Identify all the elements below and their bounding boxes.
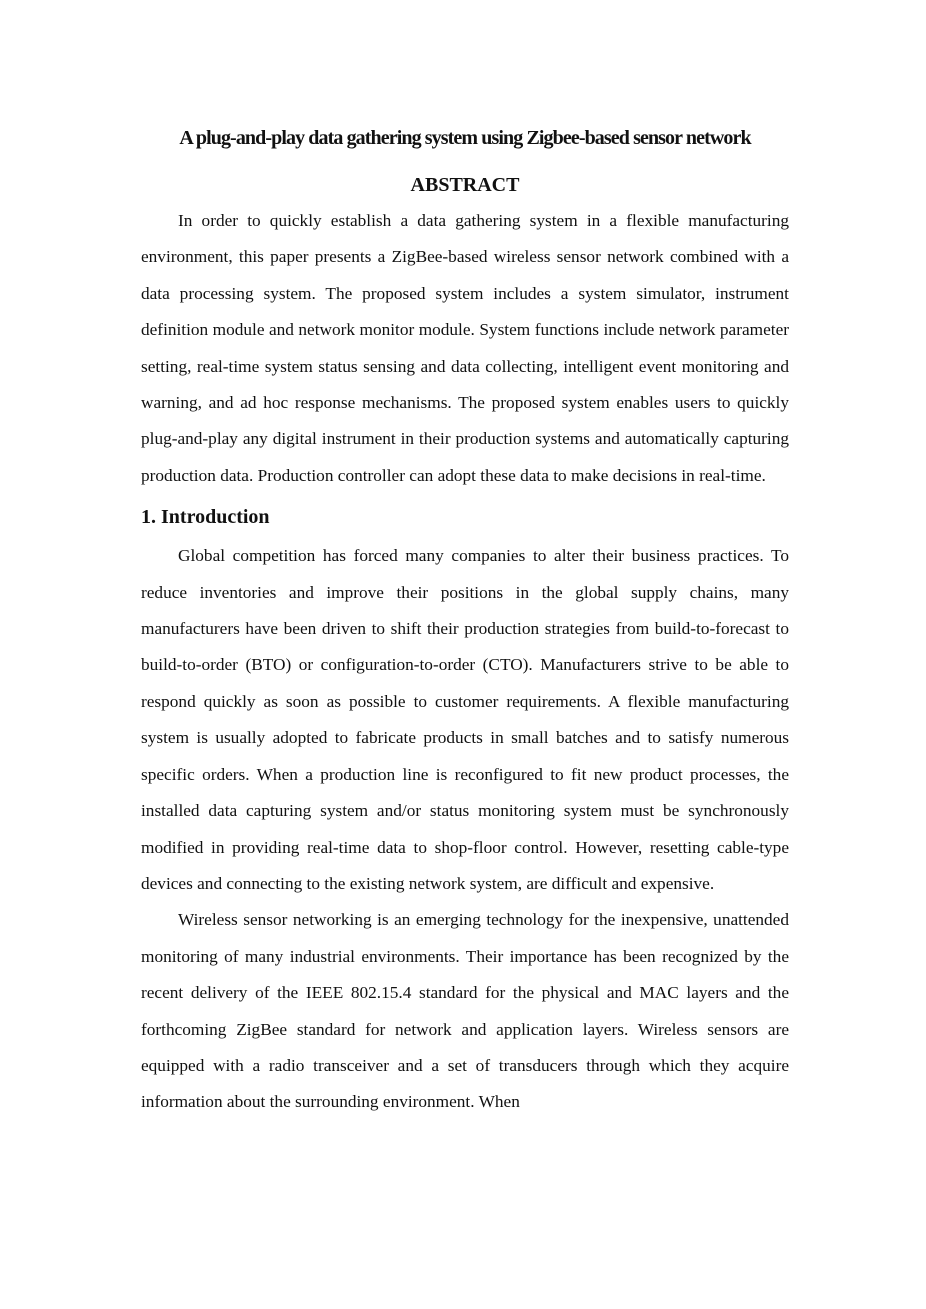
section-heading-introduction: 1. Introduction: [141, 506, 270, 529]
introduction-paragraph-2: Wireless sensor networking is an emerging technology for the inexpensive, unattended monitoring of many industrial environments. Their importance has been recognized by the recent delivery of the IEEE 802.15.4 standard for the physical and MAC layers and the forthcoming ZigBee standard for network and application layers. Wireless sensors are equipped with a radio transceiver and a set of transducers through which they acquire information about the surrounding environment. When: [141, 910, 789, 1112]
document-page: [141, 124, 789, 1121]
abstract-paragraph: In order to quickly establish a data gathering system in a flexible manufacturing environment, this paper presents a ZigBee-based wireless sensor network combined with a data processing system. The proposed system includes a system simulator, instrument definition module and network monitor module. System functions include network parameter setting, real-time system status sensing and data collecting, intelligent event monitoring and warning, and ad hoc response mechanisms. The proposed system enables users to quickly plug-and-play any digital instrument in their production systems and automatically capturing production data. Production controller can adopt these data to make decisions in real-time.: [141, 211, 789, 485]
paper-title: A plug-and-play data gathering system using Zigbee-based sensor network: [179, 127, 751, 149]
introduction-paragraph-1: Global competition has forced many companies to alter their business practices. To reduce inventories and improve their positions in the global supply chains, many manufacturers have been driven to shift their production strategies from build-to-forecast to build-to-order (BTO) or configuration-to-order (CTO). Manufacturers strive to be able to respond quickly as soon as possible to customer requirements. A flexible manufacturing system is usually adopted to fabricate products in small batches and to satisfy numerous specific orders. When a production line is reconfigured to fit new product processes, the installed data capturing system and/or status monitoring system must be synchronously modified in providing real-time data to shop-floor control. However, resetting cable-type devices and connecting to the existing network system, are difficult and expensive.: [141, 546, 789, 893]
abstract-heading: ABSTRACT: [410, 174, 520, 196]
